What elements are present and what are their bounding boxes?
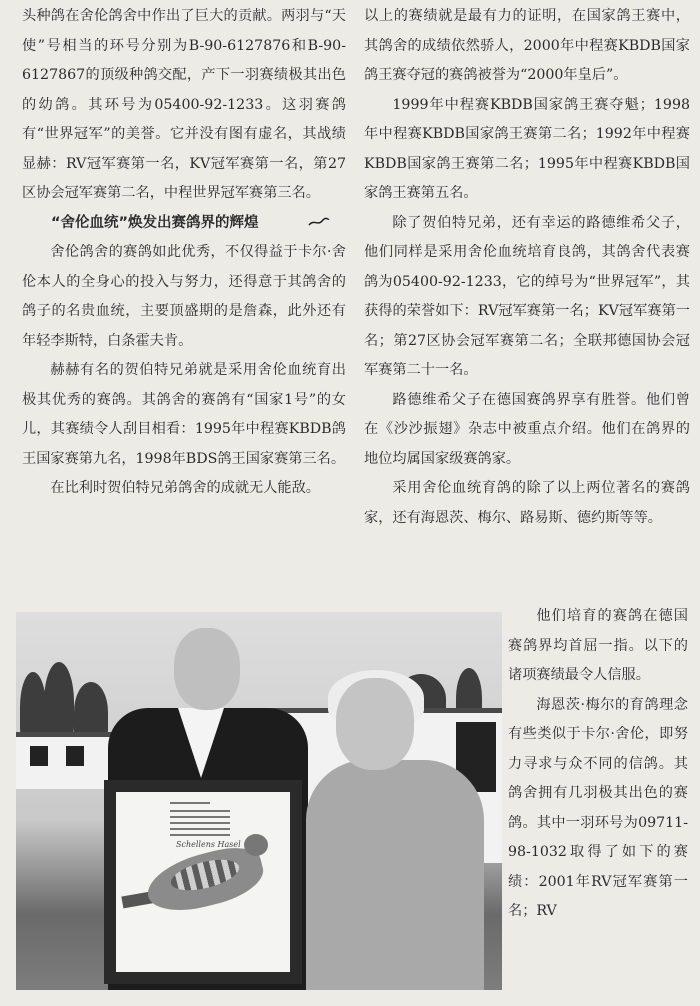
man-head [174,628,240,710]
pigeon-portrait-frame [104,780,302,984]
frame-text-line [170,816,230,818]
right-column [364,2,690,533]
paragraph: 头种鸽在舍伦鸽舍中作出了巨大的贡献。两羽与“天使”号相当的环号分别为B-90-6127876和B-90-6127867的顶级种鸽交配，产下一羽赛绩极其出色的幼鸽。其环号为05400-92-1233。这羽赛鸽有“世界冠军”的美誉。它并没有图有虚名，其战绩显赫：RV冠军赛第一名，KV冠军赛第一名，第27区协会冠军赛第二名，中程世界冠军赛第三名。 [22,8,346,201]
section-heading-text: “舍伦血统”焕发出赛鸽界的辉煌 [51,214,259,231]
frame-text-line [170,834,230,836]
woman-figure [306,760,484,990]
photo-side-column [508,602,688,927]
paragraph: 他们培育的赛鸽在德国赛鸽界均首屈一指。以下的诸项赛绩最令人信服。 [508,608,688,683]
woman-head [336,678,414,770]
frame-title: Schellens Hasel [176,840,241,849]
paragraph: 舍伦鸽舍的赛鸽如此优秀，不仅得益于卡尔·舍伦本人的全身心的投入与努力，还得意于其鸽舍的鸽子的名贵血统，主要顶盛期的是詹森，此外还有年轻李斯特，白条霍夫肯。 [22,244,346,349]
loft-window [66,746,84,766]
paragraph: 采用舍伦血统育鸽的除了以上两位著名的赛鸽家，还有海恩茨、梅尔、路易斯、德约斯等等。 [364,480,690,526]
pigeon-head [244,834,268,856]
frame-text-line [170,822,230,824]
pigeon-portrait [116,792,290,972]
section-heading [22,209,346,239]
left-column [22,2,346,504]
paragraph: 路德维希父子在德国赛鸽界享有胜誉。他们曾在《沙沙振翅》杂志中被重点介绍。他们在鸽界的地位均属国家级赛鸽家。 [364,391,690,467]
paragraph: 除了贺伯特兄弟，还有幸运的路德维希父子，他们同样是采用舍伦血统培育良鸽，其鸽舍代表赛鸽为05400-92-1233，它的绰号为“世界冠军”，其获得的荣誉如下：RV冠军赛第一名；KV冠军赛第一名；第27区协会冠军赛第二名；全联邦德国协会冠军赛第二十一名。 [364,214,690,378]
frame-text-line [170,802,210,804]
paragraph: 海恩茨·梅尔的育鸽理念有些类似于卡尔·舍伦，即努力寻求与众不同的信鸽。其鸽舍拥有几羽极其出色的赛鸽。其中一羽环号为09711-98-1032取得了如下的赛绩：2001年RV冠军赛第一名；RV [508,696,688,919]
frame-text-line [170,810,230,812]
tree [44,662,74,742]
paragraph: 在比利时贺伯特兄弟鸽舍的成就无人能敌。 [50,480,320,496]
pen-mark-icon [308,217,330,227]
photo-elderly-couple-with-pigeon-portrait [16,612,502,990]
frame-text-line [170,828,230,830]
loft-window [30,746,48,766]
paragraph: 以上的赛绩就是最有力的证明，在国家鸽王赛中，其鸽舍的成绩依然骄人，2000年中程赛KBDB国家鸽王赛夺冠的赛鸽被誉为“2000年皇后”。 [364,8,690,83]
paragraph: 赫赫有名的贺伯特兄弟就是采用舍伦血统育出极其优秀的赛鸽。其鸽舍的赛鸽有“国家1号”的女儿，其赛绩令人刮目相看：1995年中程赛KBDB鸽王国家赛第九名，1998年BDS鸽王国家赛第三名。 [22,362,346,467]
paragraph: 1999年中程赛KBDB国家鸽王赛夺魁；1998年中程赛KBDB国家鸽王赛第二名；1992年中程赛KBDB国家鸽王赛第二名；1995年中程赛KBDB国家鸽王赛第五名。 [364,96,690,201]
